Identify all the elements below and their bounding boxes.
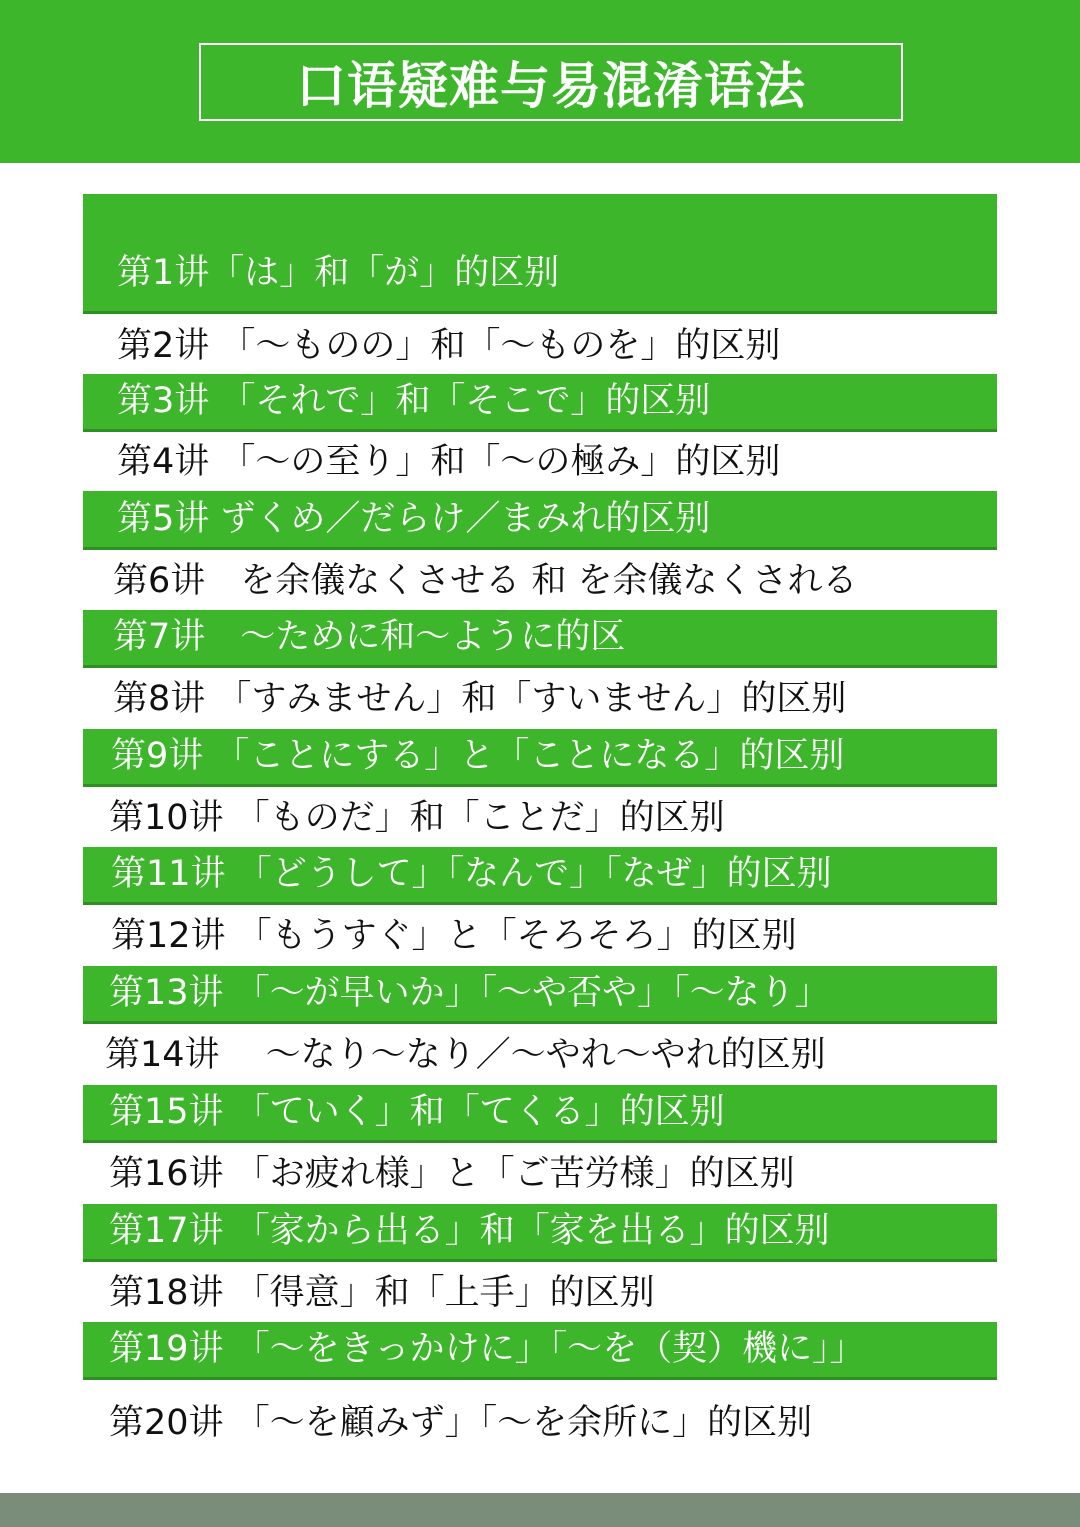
lecture-item-20[interactable] <box>83 1385 997 1461</box>
lecture-item-6[interactable] <box>83 553 997 609</box>
lecture-label: 第3讲 「それで」和「そこで」的区别 <box>117 381 711 421</box>
lecture-label: 第5讲 ずくめ／だらけ／まみれ的区别 <box>117 498 711 539</box>
lecture-item-12[interactable] <box>83 908 997 964</box>
lecture-item-15[interactable] <box>83 1085 997 1143</box>
lecture-label: 第7讲 ～ために和～ように的区 <box>113 617 626 657</box>
lecture-item-11[interactable] <box>83 847 997 905</box>
lecture-label: 第14讲 ～なり～なり／～やれ～やれ的区别 <box>105 1034 826 1075</box>
lecture-label: 第4讲 「～の至り」和「～の極み」的区别 <box>117 441 781 482</box>
lecture-label: 第13讲 「～が早いか」「～や否や」「～なり」 <box>109 973 830 1013</box>
lecture-label: 第1讲「は」和「が」的区别 <box>117 253 560 293</box>
lecture-item-13[interactable] <box>83 966 997 1024</box>
lecture-item-4[interactable] <box>83 434 997 490</box>
lecture-item-17[interactable] <box>83 1204 997 1262</box>
lecture-label: 第20讲 「～を顧みず」「～を余所に」的区别 <box>109 1402 813 1443</box>
lecture-label: 第19讲 「～をきっかけに」「～を（契）機に」」 <box>109 1329 865 1369</box>
lecture-label: 第18讲 「得意」和「上手」的区别 <box>109 1272 655 1313</box>
lecture-label: 第11讲 「どうして」「なんで」「なぜ」的区别 <box>111 854 832 894</box>
lecture-label: 第12讲 「もうすぐ」と「そろそろ」的区别 <box>111 915 797 956</box>
lecture-label: 第16讲 「お疲れ様」と「ご苦労様」的区别 <box>109 1153 795 1194</box>
lecture-item-19[interactable] <box>83 1322 997 1380</box>
lecture-label: 第10讲 「ものだ」和「ことだ」的区别 <box>109 797 725 838</box>
footer-bar <box>0 1493 1080 1527</box>
lecture-label: 第6讲 を余儀なくさせる 和 を余儀なくされる <box>113 560 858 601</box>
page-title: 口语疑难与易混淆语法 <box>296 57 806 115</box>
lecture-item-8[interactable] <box>83 671 997 727</box>
lecture-item-5[interactable] <box>83 491 997 550</box>
lecture-item-3[interactable] <box>83 374 997 432</box>
lecture-label: 第8讲 「すみません」和「すいません」的区别 <box>113 678 847 719</box>
lecture-label: 第15讲 「ていく」和「てくる」的区别 <box>109 1092 725 1132</box>
lecture-item-14[interactable] <box>83 1027 997 1083</box>
lecture-item-16[interactable] <box>83 1146 997 1202</box>
lecture-label: 第9讲 「ことにする」と「ことになる」的区别 <box>111 736 845 776</box>
lecture-item-18[interactable] <box>83 1265 997 1321</box>
lecture-item-1[interactable] <box>83 194 997 314</box>
lecture-label: 第17讲 「家から出る」和「家を出る」的区别 <box>109 1211 830 1251</box>
lecture-item-7[interactable] <box>83 610 997 668</box>
lecture-label: 第2讲 「～ものの」和「～ものを」的区别 <box>117 325 781 366</box>
lecture-item-10[interactable] <box>83 790 997 846</box>
lecture-item-2[interactable] <box>83 318 997 374</box>
lecture-item-9[interactable] <box>83 729 997 787</box>
